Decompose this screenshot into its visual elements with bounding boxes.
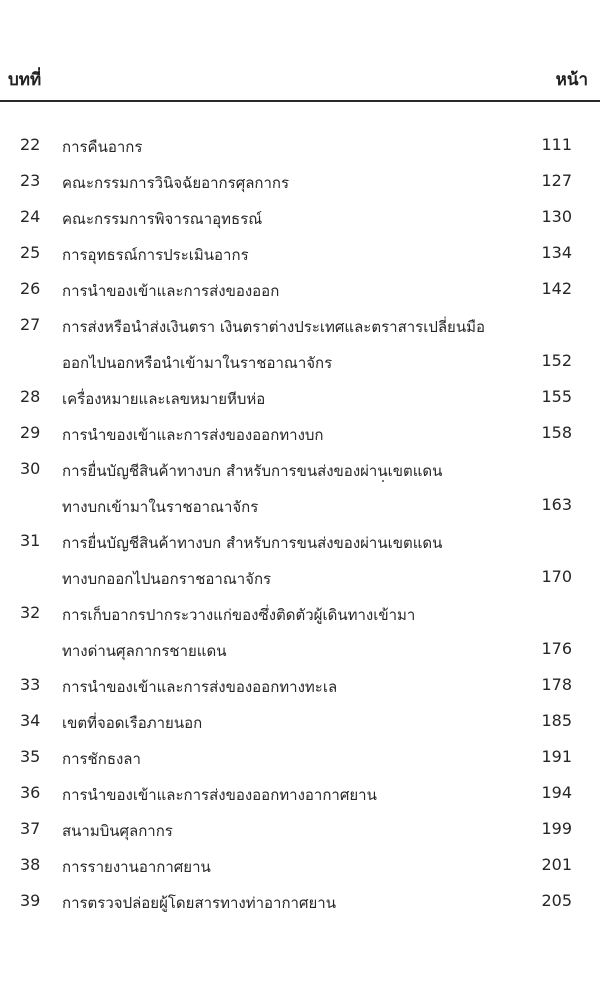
toc-entry-line — [0, 488, 600, 524]
page-number: 163 — [541, 495, 572, 514]
chapter-title: ทางด่านศุลกากรชายแดน — [62, 642, 227, 660]
toc-entry — [0, 236, 600, 272]
print-speck — [382, 480, 384, 482]
page-number: 111 — [541, 135, 572, 154]
page-number: 176 — [541, 639, 572, 658]
chapter-title: การนำของเข้าและการส่งของออก — [62, 282, 280, 300]
chapter-number: 30 — [20, 459, 41, 478]
chapter-number: 24 — [20, 207, 41, 226]
chapter-number: 22 — [20, 135, 41, 154]
chapter-title: การนำของเข้าและการส่งของออกทางบก — [62, 426, 324, 444]
toc-entry-line — [0, 776, 600, 812]
chapter-title: ออกไปนอกหรือนำเข้ามาในราชอาณาจักร — [62, 354, 333, 372]
toc-entry-line — [0, 272, 600, 308]
chapter-title: การเก็บอากรปากระวางแก่ของซึ่งติดตัวผู้เดินทางเข้ามา — [62, 606, 416, 624]
chapter-number: 23 — [20, 171, 41, 190]
page-number: 158 — [541, 423, 572, 442]
toc-entry-line — [0, 164, 600, 200]
page-number: 178 — [541, 675, 572, 694]
page-number: 142 — [541, 279, 572, 298]
toc-entry-line — [0, 668, 600, 704]
chapter-number: 37 — [20, 819, 41, 838]
page-number: 199 — [541, 819, 572, 838]
toc-entry-line — [0, 380, 600, 416]
toc-entry-line — [0, 740, 600, 776]
toc-list — [0, 128, 600, 920]
toc-entry-line — [0, 452, 600, 488]
chapter-title: การอุทธรณ์การประเมินอากร — [62, 246, 249, 264]
toc-entry — [0, 776, 600, 812]
toc-entry-line — [0, 236, 600, 272]
chapter-title: การตรวจปล่อยผู้โดยสารทางท่าอากาศยาน — [62, 894, 336, 912]
chapter-title: การส่งหรือนำส่งเงินตรา เงินตราต่างประเทศและตราสารเปลี่ยนมือ — [62, 318, 485, 336]
chapter-title: เครื่องหมายและเลขหมายหีบห่อ — [62, 390, 266, 408]
chapter-number: 34 — [20, 711, 41, 730]
page-number: 130 — [541, 207, 572, 226]
toc-header — [0, 54, 600, 102]
chapter-number: 26 — [20, 279, 41, 298]
chapter-number: 27 — [20, 315, 41, 334]
chapter-number: 38 — [20, 855, 41, 874]
page-number: 191 — [541, 747, 572, 766]
toc-entry-line — [0, 308, 600, 344]
page-number: 185 — [541, 711, 572, 730]
page-number: 152 — [541, 351, 572, 370]
toc-entry — [0, 812, 600, 848]
chapter-number: 25 — [20, 243, 41, 262]
toc-entry — [0, 884, 600, 920]
chapter-title: การยื่นบัญชีสินค้าทางบก สำหรับการขนส่งของผ่านเขตแดน — [62, 462, 443, 480]
chapter-title: ทางบกเข้ามาในราชอาณาจักร — [62, 498, 259, 516]
toc-entry-line — [0, 200, 600, 236]
chapter-number: 39 — [20, 891, 41, 910]
toc-entry — [0, 668, 600, 704]
chapter-number: 33 — [20, 675, 41, 694]
toc-entry-line — [0, 632, 600, 668]
chapter-title: การรายงานอากาศยาน — [62, 858, 211, 876]
toc-entry — [0, 452, 600, 524]
page-number: 134 — [541, 243, 572, 262]
toc-entry — [0, 596, 600, 668]
chapter-number: 29 — [20, 423, 41, 442]
toc-entry — [0, 704, 600, 740]
toc-entry-line — [0, 416, 600, 452]
chapter-title: การคืนอากร — [62, 138, 143, 156]
page-number: 170 — [541, 567, 572, 586]
toc-entry-line — [0, 524, 600, 560]
chapter-title: สนามบินศุลกากร — [62, 822, 173, 840]
chapter-title: คณะกรรมการวินิจฉัยอากรศุลกากร — [62, 174, 290, 192]
toc-entry — [0, 128, 600, 164]
chapter-title: การยื่นบัญชีสินค้าทางบก สำหรับการขนส่งของผ่านเขตแดน — [62, 534, 443, 552]
chapter-title: การชักธงลา — [62, 750, 141, 768]
toc-entry-line — [0, 128, 600, 164]
chapter-title: ทางบกออกไปนอกราชอาณาจักร — [62, 570, 272, 588]
page-number: 194 — [541, 783, 572, 802]
toc-entry-line — [0, 812, 600, 848]
toc-entry-line — [0, 560, 600, 596]
page-number: 205 — [541, 891, 572, 910]
toc-entry — [0, 524, 600, 596]
toc-entry-line — [0, 704, 600, 740]
toc-entry-line — [0, 344, 600, 380]
toc-entry — [0, 416, 600, 452]
chapter-number: 35 — [20, 747, 41, 766]
toc-entry-line — [0, 884, 600, 920]
page-number: 155 — [541, 387, 572, 406]
chapter-column-label: บทที่ — [8, 70, 42, 90]
toc-entry — [0, 308, 600, 380]
header-divider — [0, 100, 600, 102]
chapter-number: 32 — [20, 603, 41, 622]
page-number: 201 — [541, 855, 572, 874]
chapter-title: คณะกรรมการพิจารณาอุทธรณ์ — [62, 210, 263, 228]
toc-entry — [0, 380, 600, 416]
toc-entry-line — [0, 848, 600, 884]
chapter-title: การนำของเข้าและการส่งของออกทางทะเล — [62, 678, 338, 696]
chapter-title: การนำของเข้าและการส่งของออกทางอากาศยาน — [62, 786, 377, 804]
toc-entry — [0, 164, 600, 200]
toc-entry-line — [0, 596, 600, 632]
chapter-number: 28 — [20, 387, 41, 406]
chapter-number: 31 — [20, 531, 41, 550]
toc-entry — [0, 200, 600, 236]
page-column-label: หน้า — [555, 70, 588, 90]
chapter-title: เขตที่จอดเรือภายนอก — [62, 714, 203, 732]
toc-entry — [0, 740, 600, 776]
page-number: 127 — [541, 171, 572, 190]
toc-entry — [0, 272, 600, 308]
toc-entry — [0, 848, 600, 884]
chapter-number: 36 — [20, 783, 41, 802]
